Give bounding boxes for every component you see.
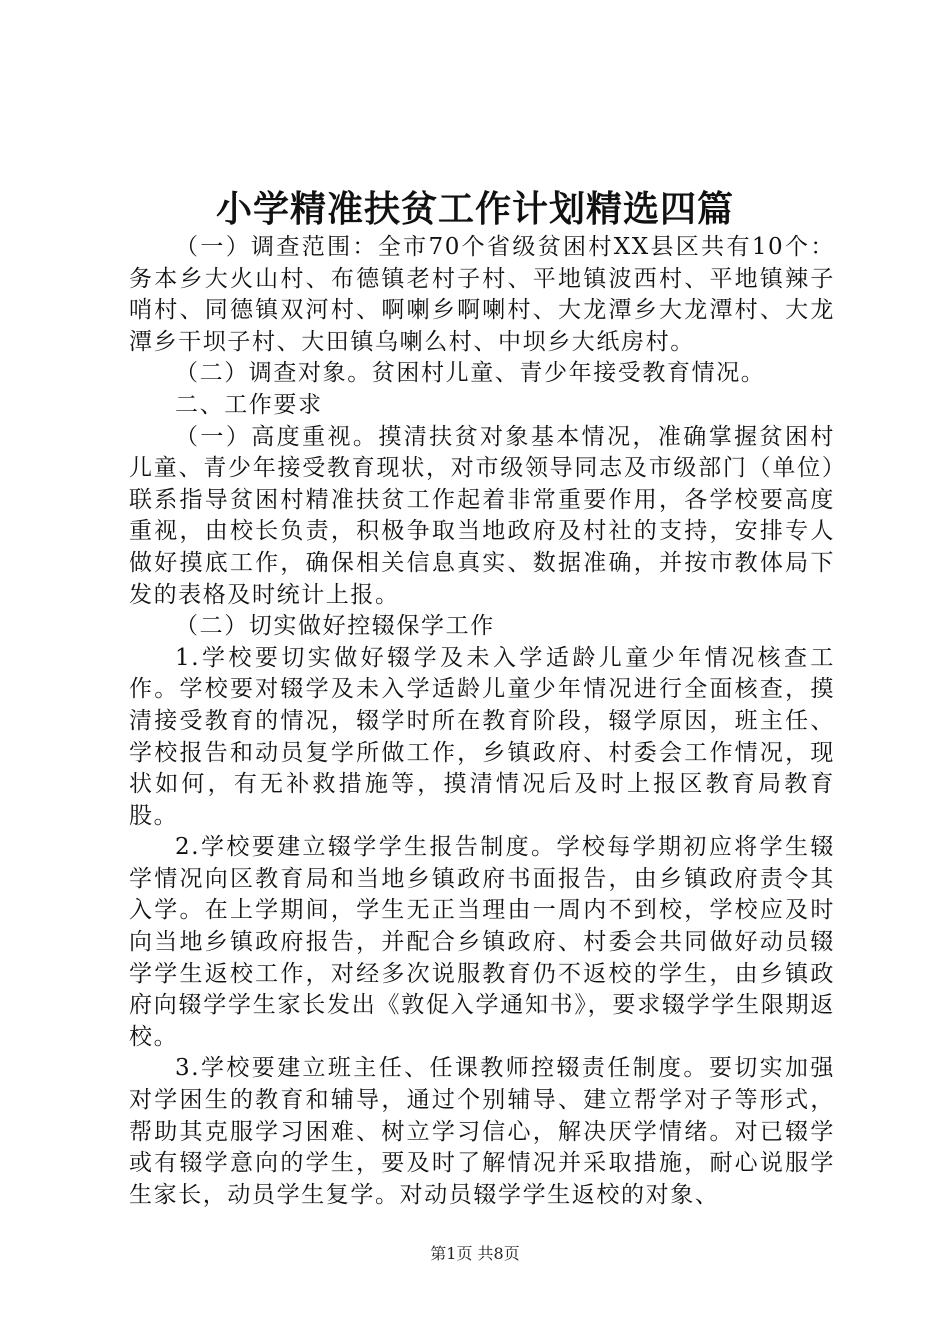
- paragraph-item-2: 2.学校要建立辍学学生报告制度。学校每学期初应将学生辍学情况向区教育局和当地乡镇政府书面报告，由乡镇政府责令其入学。在上学期间，学生无正当理由一周内不到校，学校应及时向当地乡镇政府报告，并配合乡镇政府、村委会共同做好动员辍学学生返校工作，对经多次说服教育仍不返校的学生，由乡镇政府向辍学学生家长发出《敦促入学通知书》，要求辍学学生限期返校。: [129, 834, 835, 1050]
- paragraph-survey-target: （二）调查对象。贫困村儿童、青少年接受教育情况。: [175, 360, 766, 387]
- paragraph-high-priority: （一）高度重视。摸清扶贫对象基本情况，准确掌握贫困村儿童、青少年接受教育现状，对市级领导同志及市级部门（单位）联系指导贫困村精准扶贫工作起着非常重要作用，各学校要高度重视，由校长负责，积极争取当地政府及村社的支持，安排专人做好摸底工作，确保相关信息真实、数据准确，并按市教体局下发的表格及时统计上报。: [129, 423, 835, 608]
- paragraph-item-1: 1.学校要切实做好辍学及未入学适龄儿童少年情况核查工作。学校要对辍学及未入学适龄儿童少年情况进行全面核查，摸清接受教育的情况，辍学时所在教育阶段，辍学原因，班主任、学校报告和动员复学所做工作，乡镇政府、村委会工作情况，现状如何，有无补救措施等，摸清情况后及时上报区教育局教育股。: [129, 644, 835, 829]
- page-footer: 第1页 共8页: [430, 1244, 520, 1263]
- paragraph-survey-scope: （一）调查范围：全市70个省级贫困村XX县区共有10个：务本乡大火山村、布德镇老村子村、平地镇波西村、平地镇辣子哨村、同德镇双河村、啊喇乡啊喇村、大龙潭乡大龙潭村、大龙潭乡干坝子村、大田镇乌喇么村、中坝乡大纸房村。: [129, 234, 835, 355]
- document-body: [129, 232, 835, 1211]
- subheading-dropout-control: （二）切实做好控辍保学工作: [175, 613, 495, 640]
- section-heading-work-requirements: 二、工作要求: [175, 391, 323, 418]
- paragraph-item-3: 3.学校要建立班主任、任课教师控辍责任制度。要切实加强对学困生的教育和辅导，通过个别辅导、建立帮学对子等形式，帮助其克服学习困难、树立学习信心，解决厌学情绪。对已辍学或有辍学意向的学生，要及时了解情况并采取措施，耐心说服学生家长，动员学生复学。对动员辍学学生返校的对象、: [129, 1055, 835, 1208]
- document-title: 小学精准扶贫工作计划精选四篇: [215, 188, 734, 230]
